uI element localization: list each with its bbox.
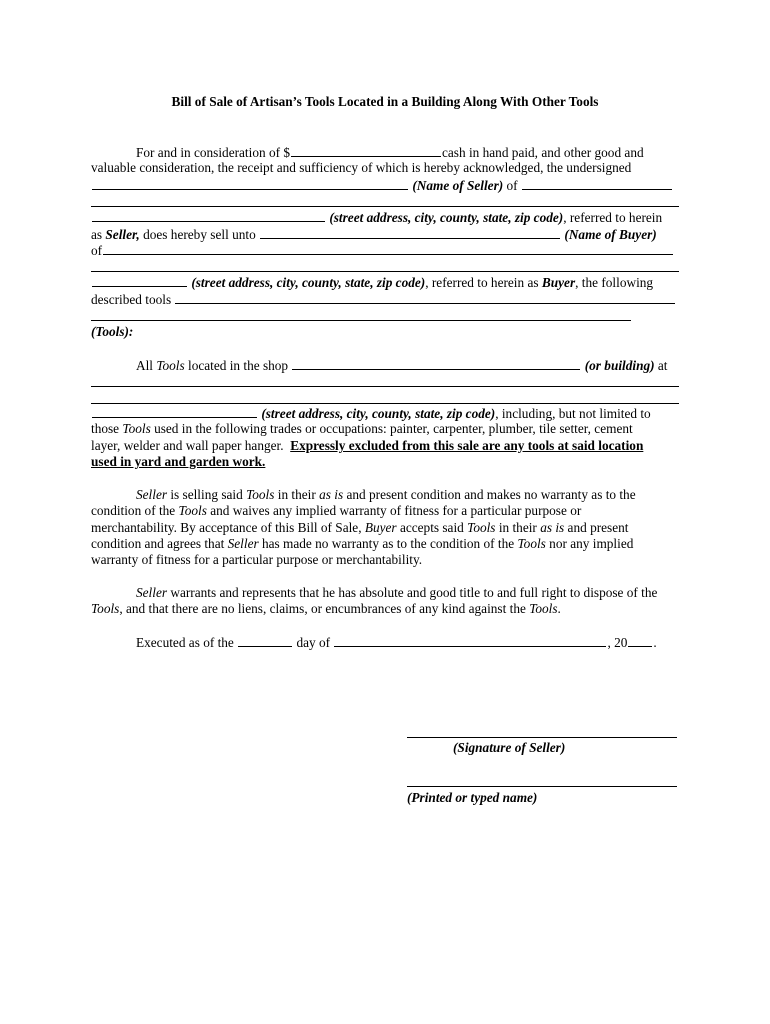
tools-term: Tools [122,421,151,436]
referred-text: , referred to herein [563,210,663,225]
seller-term: Seller [227,536,259,551]
shop-address-line [91,405,651,422]
title-warranty-line-1 [91,585,657,601]
cash-text: cash in hand paid, and other good and [442,145,644,160]
buyer-address-field-b[interactable] [91,271,679,272]
consideration-text: For and in consideration of $ [136,145,290,160]
following-text: , the following [575,275,654,290]
seller-term: Seller [136,487,168,502]
seller-address-line [91,209,662,226]
period-text: . [653,635,657,650]
seller-address-field-b[interactable] [91,206,679,207]
as-is-term: as is [319,487,344,502]
tools-term: Tools [529,601,558,616]
executed-text: Executed as of the [136,635,234,650]
shop-field[interactable] [292,357,580,370]
sell-unto-text: does hereby sell unto [143,227,256,242]
shop-address-field-c[interactable] [92,405,257,418]
including-text: , including, but not limited to [495,406,651,421]
warranty-line-5: warranty of fitness for a particular purpose or merchantability. [91,552,423,567]
warranty-line-4 [91,536,633,552]
warranty-text: and present condition and makes no warranty as to the [346,487,636,502]
trades-text-2: layer, welder and wall paper hanger. [91,438,284,453]
signature-line[interactable] [407,737,677,738]
street-address-label-2: (street address, city, county, state, zip code) [191,275,426,290]
shop-address-field-b[interactable] [91,403,679,404]
warranty-text: condition of the [91,503,176,518]
located-text: located in the shop [188,358,289,373]
of-text: of [506,178,518,193]
signature-of-seller-label: (Signature of Seller) [453,740,566,755]
document-title: Bill of Sale of Artisan’s Tools Located in a Building Along With Other Tools [171,94,599,109]
exclusion-text-1: Expressly excluded from this sale are any tools at said location [290,438,644,453]
day-of-text: day of [296,635,331,650]
printed-name-line[interactable] [407,786,677,787]
tools-term: Tools [156,358,185,373]
described-tools-line [91,291,676,308]
street-address-label-1: (street address, city, county, state, zip code) [329,210,564,225]
warranty-text: is selling said [170,487,243,502]
buyer-of-line [91,242,674,259]
tools-term: Tools [91,601,120,616]
street-address-label-3: (street address, city, county, state, zip code) [261,406,496,421]
valuable-line [91,160,631,176]
all-text: All [136,358,153,373]
shop-line [91,357,668,374]
as-is-term: as is [540,520,565,535]
warranty-text: has made no warranty as to the condition of the [261,536,515,551]
warranty-text: condition and agrees that [91,536,225,551]
shop-address-field-a[interactable] [91,386,679,387]
seller-name-field[interactable] [92,177,408,190]
title-warranty-text: , and that there are no liens, claims, or encumbrances of any kind against the [119,601,526,616]
tools-term: Tools [467,520,496,535]
warranty-line-1 [91,487,636,503]
year-field[interactable] [628,634,652,647]
period-text: . [557,601,561,616]
seller-address-field-a[interactable] [522,177,672,190]
amount-field[interactable] [291,144,441,157]
seller-term: Seller, [105,227,140,242]
or-building-label: (or building) [584,358,655,373]
warranty-text: in their [277,487,316,502]
warranty-text: and present [567,520,629,535]
tools-description-field-b[interactable] [91,320,631,321]
day-field[interactable] [238,634,292,647]
tools-term: Tools [517,536,546,551]
seller-address-field-c[interactable] [92,209,325,222]
warranty-line-2 [91,503,581,519]
warranty-text: nor any implied [549,536,634,551]
at-text: at [657,358,668,373]
warranty-line-3 [91,520,628,536]
valuable-text: valuable consideration, the receipt and sufficiency of which is hereby acknowledged, the undersigned [91,160,632,175]
seller-name-line [91,177,673,194]
buyer-name-field[interactable] [260,226,560,239]
warranty-text: in their [498,520,537,535]
buyer-term: Buyer [541,275,576,290]
month-field[interactable] [334,634,606,647]
title-warranty-text: warrants and represents that he has absolute and good title to and full right to dispose of the [170,585,658,600]
described-tools-text: described tools [91,292,172,307]
year-prefix-text: , 20 [607,635,628,650]
tools-label: (Tools): [91,324,134,339]
buyer-address-field-a[interactable] [103,242,673,255]
consideration-line [91,144,644,161]
warranty-text: merchantability. By acceptance of this Bill of Sale, [91,520,362,535]
buyer-address-field-c[interactable] [92,274,187,287]
executed-line [91,634,657,651]
exclusion-text-2: used in yard and garden work. [91,454,266,469]
title-warranty-line-2 [91,601,561,617]
tools-term: Tools [246,487,275,502]
of-text-2: of [91,243,103,258]
tools-description-field-a[interactable] [175,291,675,304]
sell-unto-line [91,226,657,243]
trades-text: used in the following trades or occupations: painter, carpenter, plumber, tile setter, cement [154,421,633,436]
as-text: as [91,227,103,242]
buyer-address-line [91,274,653,291]
printed-name-label: (Printed or typed name) [407,790,538,805]
buyer-term: Buyer [364,520,397,535]
trades-line [91,421,633,437]
referred-buyer-text: , referred to herein as [425,275,539,290]
tools-term: Tools [178,503,207,518]
warranty-text: accepts said [399,520,464,535]
warranty-text: and waives any implied warranty of fitness for a particular purpose or [210,503,582,518]
name-of-seller-label: (Name of Seller) [412,178,504,193]
name-of-buyer-label: (Name of Buyer) [564,227,657,242]
seller-term: Seller [136,585,168,600]
those-text: those [91,421,120,436]
exclusion-line [91,438,643,454]
